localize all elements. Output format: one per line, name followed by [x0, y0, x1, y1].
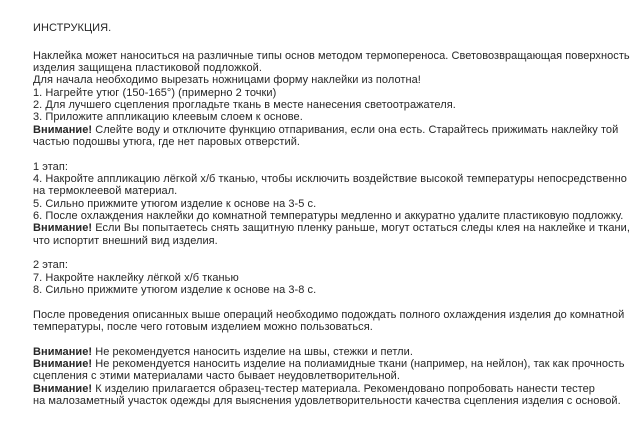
warning-film: Внимание! Если Вы попытаетесь снять защитную пленку раньше, могут остаться следы клея на наклейке и ткани, — [33, 222, 630, 235]
text-line: изделия защищена пластиковой подложкой. — [33, 62, 262, 75]
text-line: Для начала необходимо вырезать ножницами форму наклейки из полотна! — [33, 74, 421, 87]
warning-steam: Внимание! Слейте воду и отключите функцию отпаривания, если она есть. Старайтесь прижимать наклейку той — [33, 123, 619, 136]
text-line: После проведения описанных выше операций необходимо подождать полного охлаждения изделия до комнатной — [33, 308, 625, 321]
step-1: 1. Нагрейте утюг (150-165°) (примерно 2 точки) — [33, 86, 277, 99]
step-7: 7. Накройте наклейку лёгкой х/б тканью — [33, 271, 239, 284]
step-2: 2. Для лучшего сцепления прогладьте ткань в месте нанесения светоотражателя. — [33, 99, 456, 112]
text-line: температуры, после чего готовым изделием можно пользоваться. — [33, 321, 373, 334]
step-8: 8. Сильно прижмите утюгом изделие к основе на 3-8 с. — [33, 284, 317, 297]
text-line: на термоклеевой материал. — [33, 185, 178, 198]
blank-line — [33, 333, 632, 345]
document-title: ИНСТРУКЦИЯ. — [33, 22, 112, 34]
step-6: 6. После охлаждения наклейки до комнатной температуры медленно и аккуратно удалите пластиковую подложку. — [33, 210, 624, 223]
text-line: частью подошвы утюга, где нет паровых отверстий. — [33, 136, 301, 149]
blank-line — [33, 296, 632, 308]
text-line: Наклейка может наноситься на различные типы основ методом термопереноса. Световозвращающая поверхность — [33, 49, 630, 62]
stage-2-heading: 2 этап: — [33, 259, 68, 272]
warning-label: Внимание! — [33, 123, 93, 136]
warning-tester: Внимание! К изделию прилагается образец-тестер материала. Рекомендовано попробовать нанести тестер — [33, 382, 595, 395]
blank-line — [33, 247, 632, 259]
warning-polyamide: Внимание! Не рекомендуется наносить изделие на полиамидные ткани (например, на нейлон), так как прочность — [33, 358, 625, 371]
warning-label: Внимание! — [33, 222, 93, 235]
text-line: сцепления с этими материалами часто бывает неудовлетворительной. — [33, 370, 400, 383]
warning-label: Внимание! — [33, 358, 93, 371]
text-line: что испортит внешний вид изделия. — [33, 234, 218, 247]
blank-line — [33, 148, 632, 160]
step-5: 5. Сильно прижмите утюгом изделие к основе на 3-5 с. — [33, 197, 317, 210]
step-4: 4. Накройте аппликацию лёгкой х/б тканью, чтобы исключить воздействие высокой температуры непосредственно — [33, 173, 627, 186]
stage-1-heading: 1 этап: — [33, 160, 68, 173]
text-line: на малозаметный участок одежды для выяснения удовлетворительности качества сцепления изделия с основой. — [33, 395, 621, 408]
warning-label: Внимание! — [33, 382, 93, 395]
warning-seams: Внимание! Не рекомендуется наносить изделие на швы, стежки и петли. — [33, 345, 413, 358]
warning-label: Внимание! — [33, 345, 93, 358]
step-3: 3. Приложите аппликацию клеевым слоем к основе. — [33, 111, 303, 124]
blank-line — [33, 34, 632, 50]
